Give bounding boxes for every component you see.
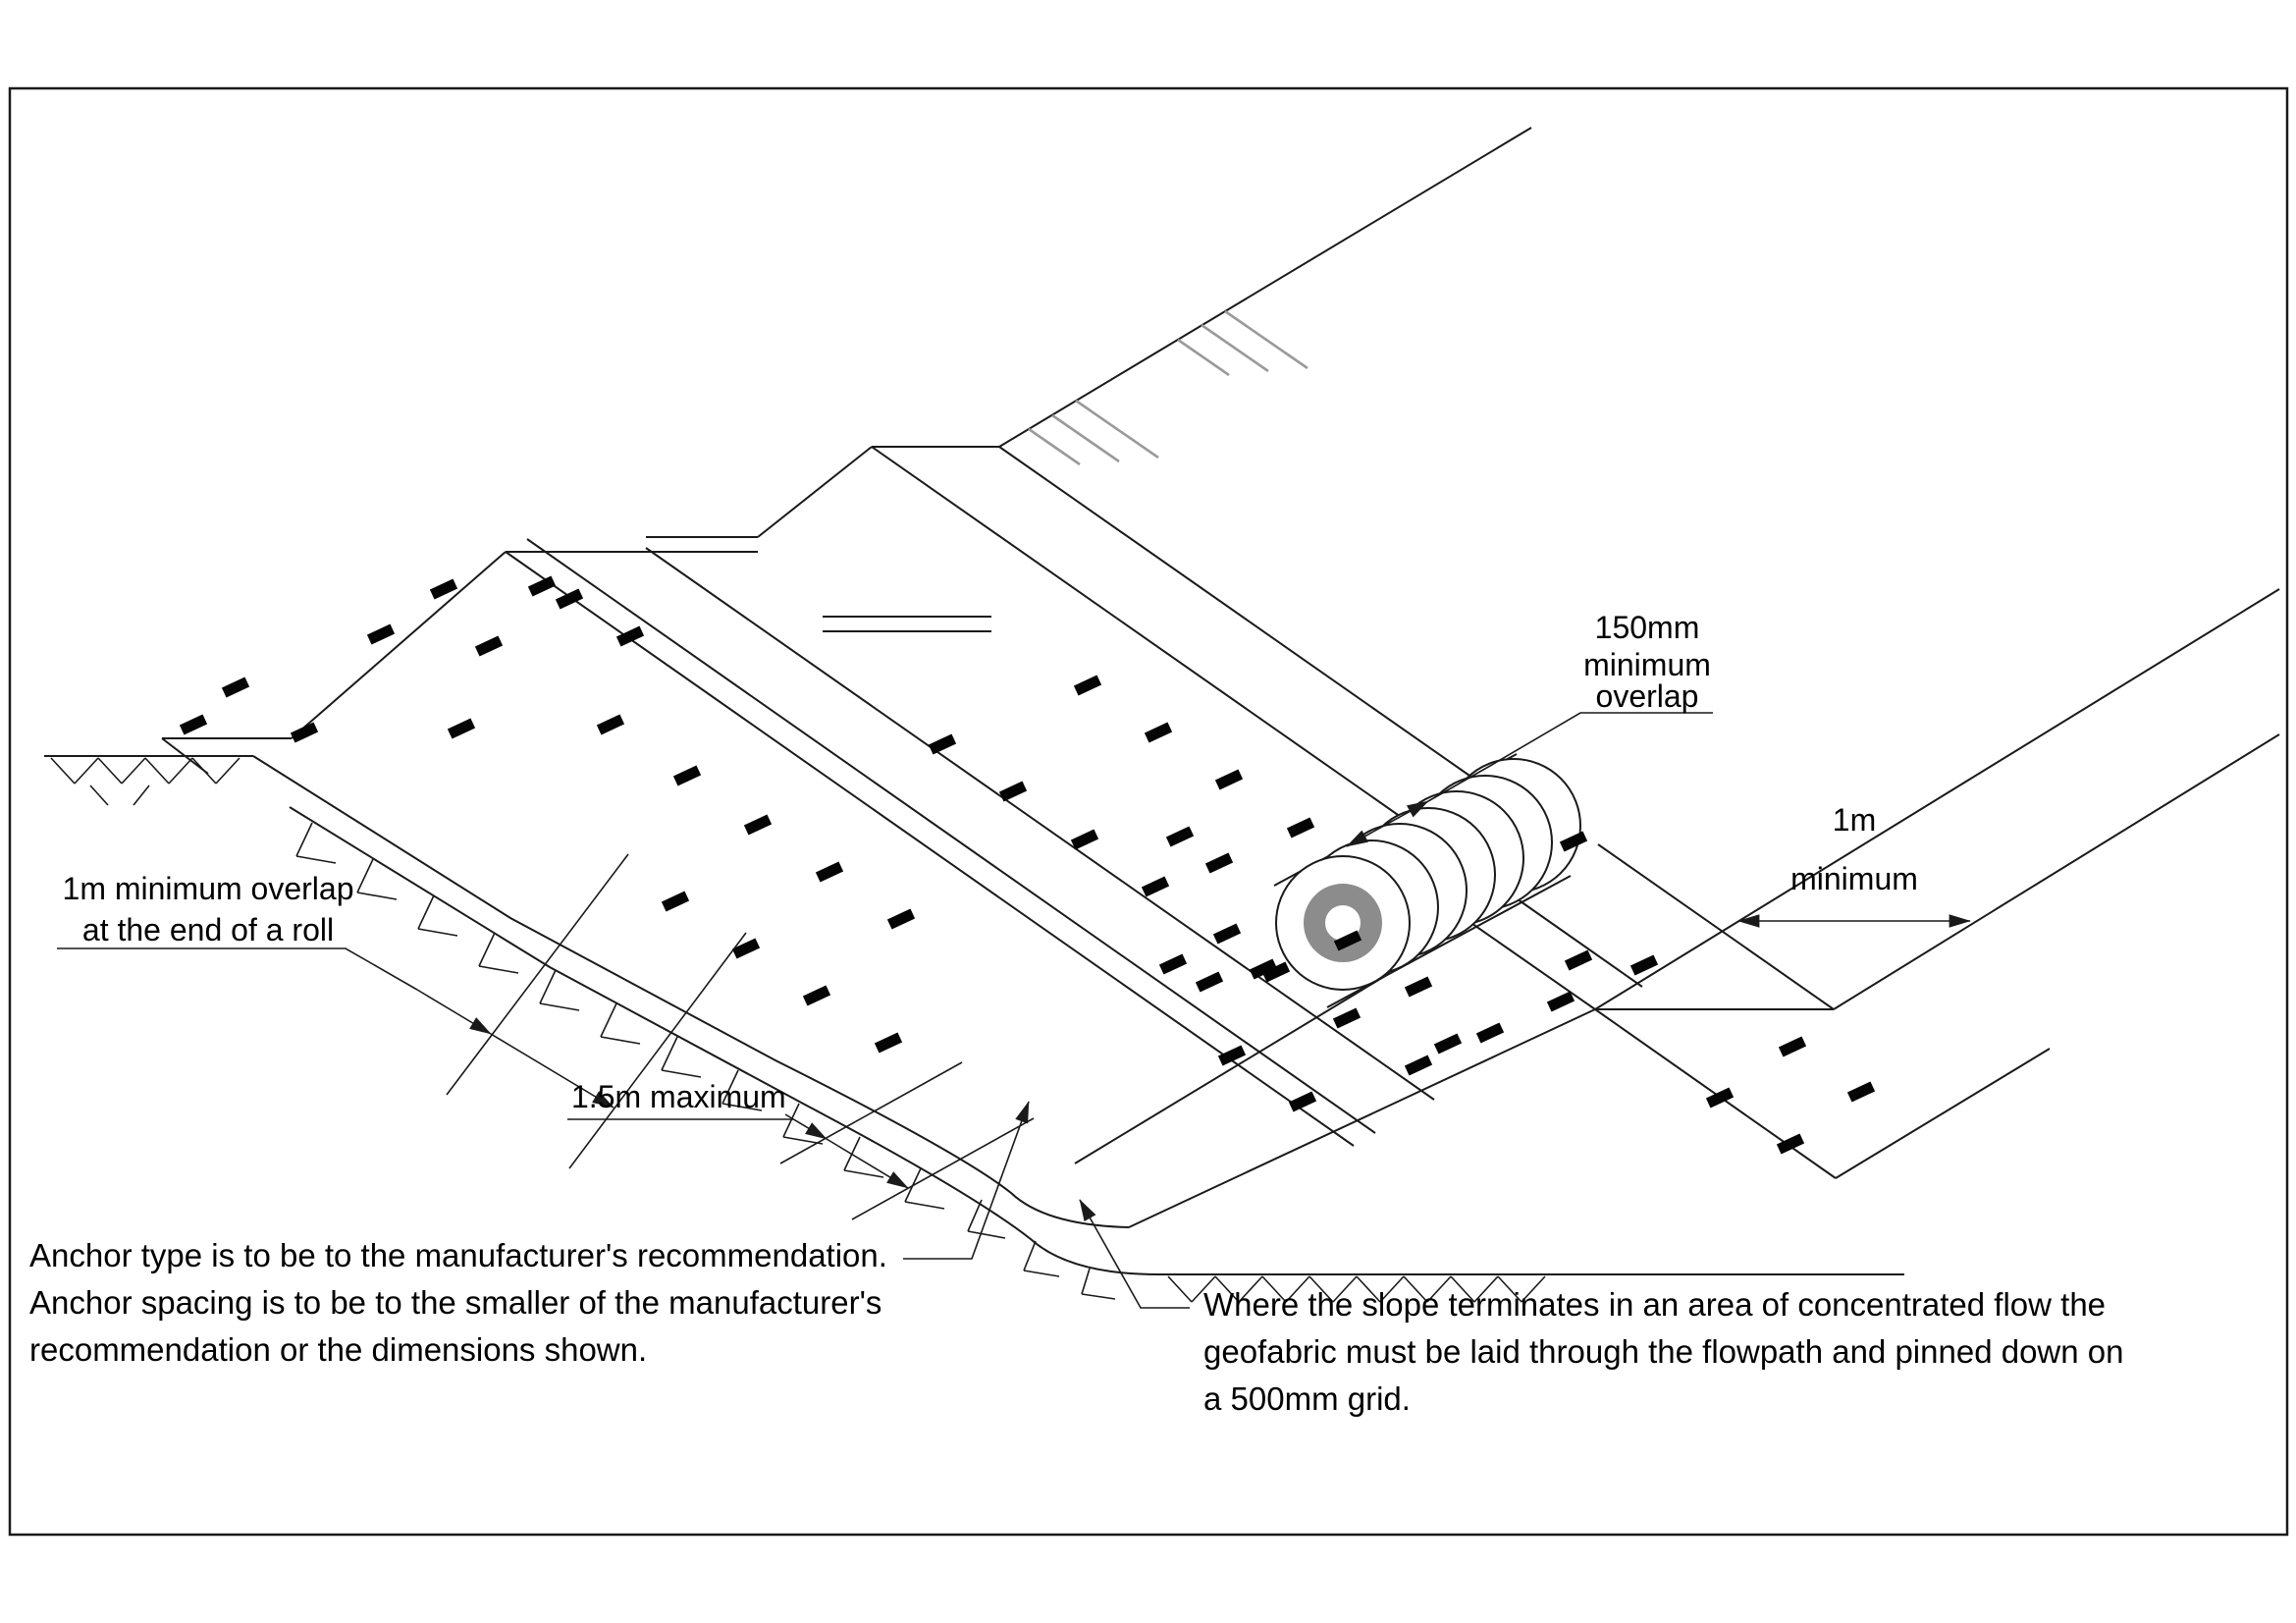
- fabric-strip-ends: [162, 447, 1834, 1009]
- anchor-pin-mark: [1159, 954, 1187, 975]
- annotations: [29, 610, 2124, 1417]
- anchor-pin-mark: [662, 892, 689, 912]
- anchor-pin-mark: [732, 939, 760, 959]
- anchor-pin-mark: [1847, 1082, 1875, 1103]
- anchor-pin-mark: [1405, 977, 1432, 998]
- flowpath-note-line1: Where the slope terminates in an area of concentrated flow the: [1203, 1286, 2107, 1323]
- max15-arrow-2: [827, 1139, 908, 1188]
- flowpath-note-line2: geofabric must be laid through the flowpath and pinned down on: [1203, 1333, 2124, 1370]
- mid-slope-overlap-step: [823, 617, 991, 631]
- fabric-toe-edge: [253, 756, 1129, 1227]
- fabric-bottom-right-edge: [1129, 1009, 1595, 1227]
- anchor-pin-mark: [887, 909, 915, 930]
- strip-side-edge-2: [758, 447, 872, 537]
- anchor-pin-mark: [1287, 818, 1314, 839]
- anchor-pin-mark: [556, 589, 583, 610]
- anchor-pin-mark: [1547, 992, 1575, 1012]
- anchor-note-line3: recommendation or the dimensions shown.: [29, 1331, 648, 1368]
- anchor-pin-mark: [367, 624, 395, 645]
- anchor-pin-mark: [1476, 1023, 1504, 1044]
- grass-ticks-icon: [1029, 311, 1308, 464]
- anchor-pin-mark: [816, 862, 843, 883]
- label-15m-max: 1.5m maximum: [571, 1079, 786, 1114]
- roll-end-overlap-extension-lines: [447, 854, 746, 1168]
- right-strip-bottom-end: [1836, 1049, 2050, 1178]
- toe-ground-line: [290, 807, 1904, 1274]
- anchor-pin-mark: [1777, 1134, 1804, 1155]
- roll-end-overlap-arrow-1: [417, 990, 491, 1034]
- anchor-pin-mark: [1289, 1092, 1316, 1112]
- anchor-pin-mark: [597, 715, 624, 735]
- anchor-pin-mark: [1205, 853, 1233, 874]
- unrolled-strip-top-edge: [999, 447, 1472, 778]
- anchor-pin-mark: [448, 719, 475, 739]
- anchor-pin-mark: [673, 766, 701, 786]
- anchor-pin-mark: [616, 626, 644, 647]
- anchor-pin-mark: [999, 782, 1027, 802]
- anchor-pin-mark: [1565, 950, 1592, 971]
- label-150mm-line3: overlap: [1595, 678, 1699, 714]
- anchor-note-line2: Anchor spacing is to be to the smaller of the manufacturer's: [29, 1284, 882, 1321]
- anchor-pin-mark: [744, 815, 772, 836]
- anchor-pin-mark: [1145, 723, 1172, 743]
- anchor-pin-mark: [1142, 877, 1169, 897]
- strip-edge-b: [527, 539, 1375, 1133]
- anchor-pin-mark: [475, 636, 503, 657]
- strip-side-edge-1: [292, 552, 506, 738]
- label-150mm-line1: 150mm: [1594, 610, 1700, 645]
- label-1m-line2: minimum: [1790, 861, 1918, 896]
- label-1m-line1: 1m: [1832, 802, 1877, 838]
- anchor-pin-mark: [1779, 1037, 1806, 1057]
- anchor-pin-mark: [1196, 972, 1223, 993]
- anchor-pin-mark: [1071, 830, 1098, 850]
- strip-edge-d-below-roll: [1511, 894, 1642, 987]
- ground-and-crest-lines: [999, 128, 2279, 1009]
- label-roll-overlap-line1: 1m minimum overlap: [62, 871, 354, 906]
- flowpath-note-leader: [1080, 1200, 1190, 1308]
- anchor-pin-mark: [803, 986, 830, 1006]
- anchor-pin-mark: [875, 1033, 902, 1054]
- anchor-note-line1: Anchor type is to be to the manufacturer's recommendation.: [29, 1237, 887, 1273]
- right-strip-edge-down: [1595, 1009, 1836, 1178]
- anchor-pin-mark: [528, 576, 556, 597]
- flowpath-note-line3: a 500mm grid.: [1203, 1380, 1411, 1417]
- label-150mm-line2: minimum: [1583, 647, 1711, 682]
- anchor-row-line: [1075, 973, 1390, 1163]
- anchor-pin-mark: [222, 677, 249, 698]
- anchor-pin-mark: [1074, 676, 1101, 696]
- anchor-pin-mark: [1405, 1055, 1432, 1076]
- anchor-pin-mark: [1333, 1008, 1361, 1029]
- upper-ground-line: [999, 128, 1531, 447]
- anchor-pin-mark: [1215, 770, 1243, 790]
- left-ground-hatch-icon: [51, 758, 240, 805]
- roll-end-overlap-leader: [57, 948, 417, 990]
- anchor-pin-mark: [1166, 827, 1194, 847]
- anchor-pin-mark: [291, 723, 318, 743]
- label-roll-overlap-line2: at the end of a roll: [81, 912, 335, 947]
- anchor-pin-mark: [929, 734, 956, 755]
- geofabric-roll-icon: [1274, 754, 1580, 1007]
- anchor-pin-mark: [1213, 924, 1241, 945]
- anchor-pin-mark: [180, 715, 207, 735]
- toe-hatch-icon: [296, 823, 1115, 1299]
- max15-arrow-1: [785, 1114, 827, 1139]
- toe-and-flowpath: [44, 756, 1904, 1302]
- anchor-pin-mark: [1434, 1034, 1462, 1055]
